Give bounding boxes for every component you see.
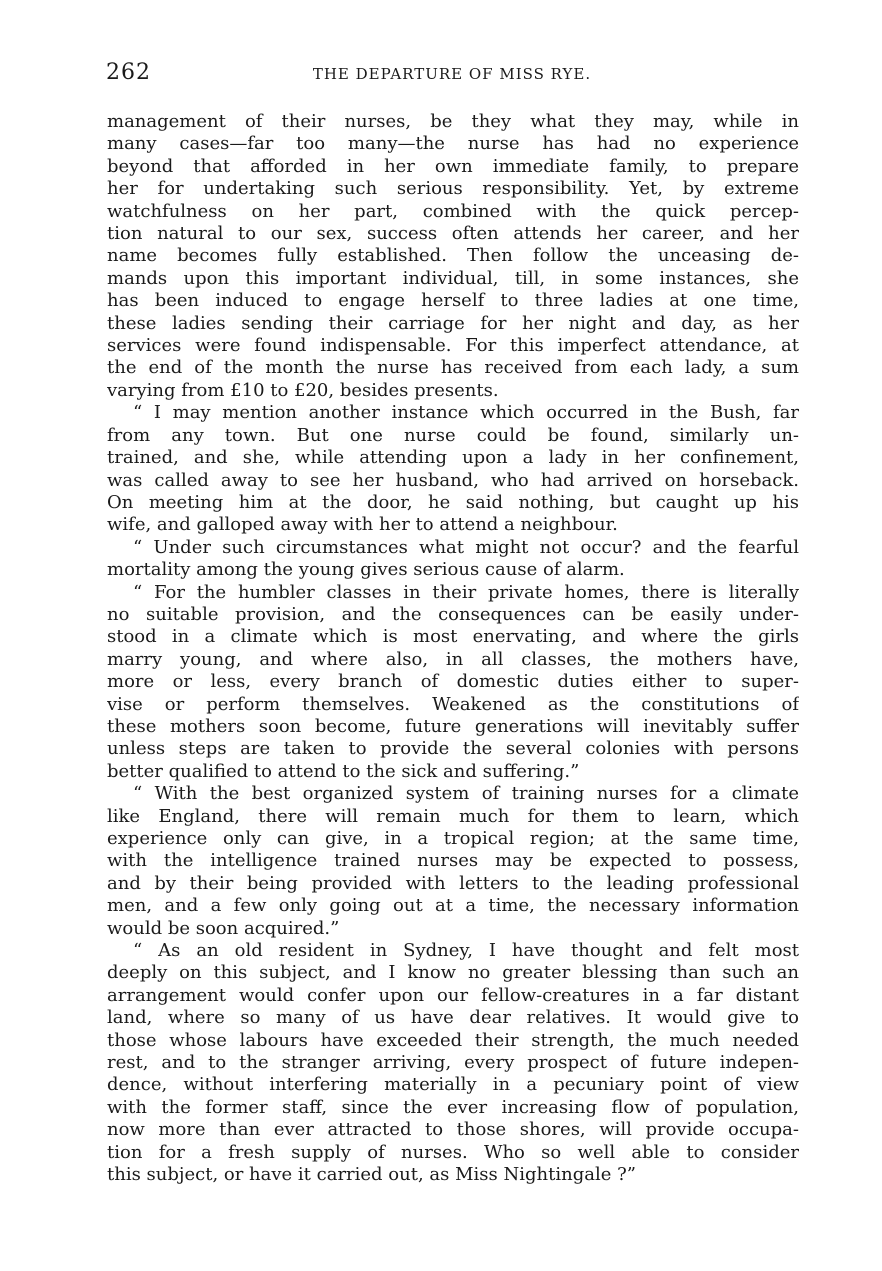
text-line: “ Under such circumstances what might not occur? and the fearful: [133, 536, 799, 558]
text-line: “ For the humbler classes in their private homes, there is literally: [133, 581, 799, 603]
text-line: with the former staff, since the ever increasing flow of population,: [107, 1096, 799, 1118]
text-line: would be soon acquired.”: [107, 917, 340, 939]
text-line: mands upon this important individual, till, in some instances, she: [107, 267, 799, 289]
text-line: arrangement would confer upon our fellow-creatures in a far distant: [107, 984, 799, 1006]
paragraph: [107, 111, 799, 402]
text-line: more or less, every branch of domestic duties either to super-: [107, 671, 799, 693]
paragraph: [107, 582, 799, 784]
text-line: varying from £10 to £20, besides presents.: [107, 379, 499, 401]
text-line: better qualified to attend to the sick and suffering.”: [107, 760, 580, 782]
text-line: rest, and to the stranger arriving, every prospect of future indepen-: [107, 1052, 799, 1074]
text-line: name becomes fully established. Then follow the unceasing de-: [107, 245, 799, 267]
text-line: tion natural to our sex, success often attends her career, and her: [107, 223, 799, 245]
text-line: now more than ever attracted to those shores, will provide occupa-: [107, 1119, 799, 1141]
text-line: her for undertaking such serious responsibility. Yet, by extreme: [107, 178, 799, 200]
paragraph: [107, 783, 799, 940]
text-line: wife, and galloped away with her to attend a neighbour.: [107, 514, 618, 536]
text-line: no suitable provision, and the consequences can be easily under-: [107, 603, 799, 625]
text-line: men, and a few only going out at a time, the necessary information: [107, 895, 799, 917]
text-line: “ With the best organized system of training nurses for a climate: [133, 783, 799, 805]
text-line: this subject, or have it carried out, as Miss Nightingale ?”: [107, 1164, 636, 1186]
text-line: stood in a climate which is most enervating, and where the girls: [107, 626, 799, 648]
text-line: like England, there will remain much for them to learn, which: [107, 805, 799, 827]
text-line: unless steps are taken to provide the several colonies with persons: [107, 738, 799, 760]
text-line: “ I may mention another instance which occurred in the Bush, far: [133, 402, 799, 424]
text-line: marry young, and where also, in all classes, the mothers have,: [107, 648, 799, 670]
text-line: management of their nurses, be they what they may, while in: [107, 111, 799, 132]
text-line: tion for a fresh supply of nurses. Who so well able to consider: [107, 1141, 799, 1163]
text-line: vise or perform themselves. Weakened as the constitutions of: [107, 693, 799, 715]
text-line: many cases—far too many—the nurse has had no experience: [107, 133, 799, 155]
text-line: “ As an old resident in Sydney, I have thought and felt most: [133, 940, 799, 962]
text-line: these ladies sending their carriage for her night and day, as her: [107, 312, 799, 334]
text-line: dence, without interfering materially in a pecuniary point of view: [107, 1074, 799, 1096]
text-line: the end of the month the nurse has received from each lady, a sum: [107, 357, 799, 379]
text-line: On meeting him at the door, he said nothing, but caught up his: [107, 491, 799, 513]
text-line: beyond that afforded in her own immediate family, to prepare: [107, 155, 799, 177]
text-line: with the intelligence trained nurses may be expected to possess,: [107, 850, 799, 872]
paragraph: [107, 402, 799, 536]
text-line: trained, and she, while attending upon a lady in her confinement,: [107, 447, 799, 469]
text-line: experience only can give, in a tropical region; at the same time,: [107, 828, 799, 849]
text-line: land, where so many of us have dear relatives. It would give to: [107, 1007, 799, 1029]
text-line: has been induced to engage herself to three ladies at one time,: [107, 290, 799, 312]
text-line: mortality among the young gives serious cause of alarm.: [107, 559, 625, 581]
text-line: these mothers soon become, future generations will inevitably suffer: [107, 715, 799, 737]
paragraph: [107, 537, 799, 582]
text-line: those whose labours have exceeded their strength, the much needed: [107, 1029, 799, 1051]
running-title: THE DEPARTURE OF MISS RYE.: [312, 65, 592, 83]
text-line: from any town. But one nurse could be found, similarly un-: [107, 424, 799, 446]
body-text: [107, 111, 799, 1187]
text-line: services were found indispensable. For this imperfect attendance, at: [107, 335, 799, 357]
text-line: and by their being provided with letters to the leading professional: [107, 872, 799, 894]
page-header: [106, 60, 798, 90]
text-line: was called away to see her husband, who had arrived on horseback.: [107, 469, 799, 491]
paragraph: [107, 940, 799, 1186]
page-number: 262: [106, 60, 151, 85]
text-line: watchfulness on her part, combined with the quick percep-: [107, 200, 799, 222]
text-line: deeply on this subject, and I know no greater blessing than such an: [107, 962, 799, 984]
